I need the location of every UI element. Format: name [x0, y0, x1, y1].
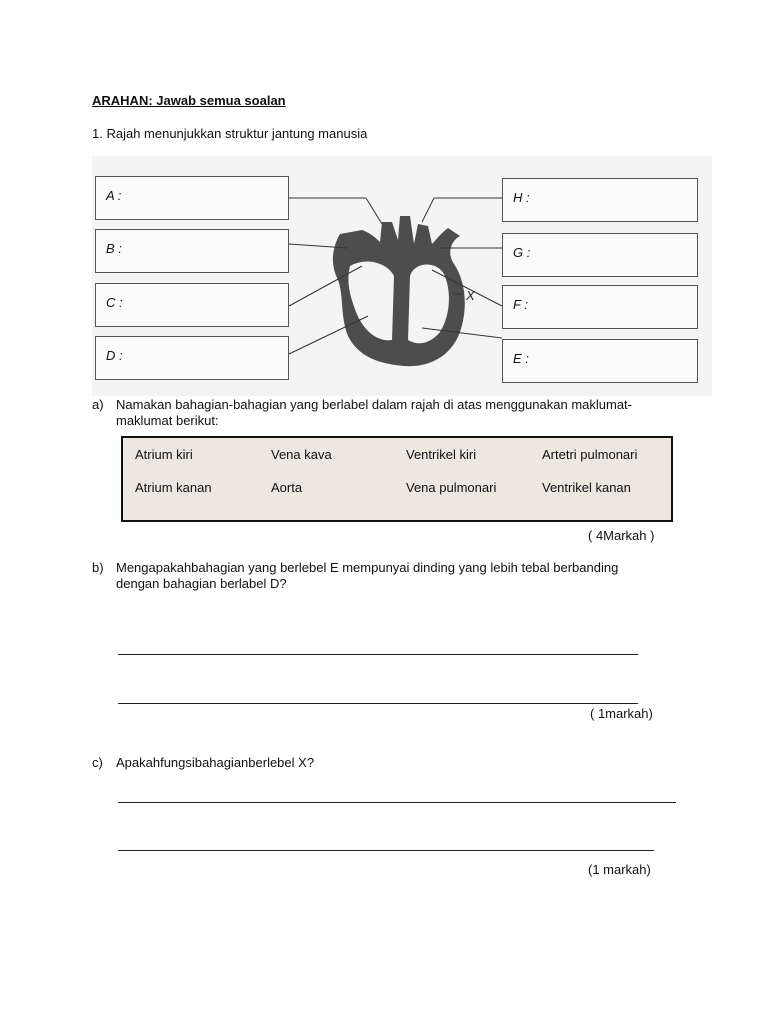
marks-b: ( 1markah) — [590, 706, 653, 721]
label-e: E : — [513, 351, 529, 366]
page-title: ARAHAN: Jawab semua soalan — [92, 93, 286, 108]
answer-line-b2[interactable] — [118, 703, 638, 704]
heart-illustration — [92, 156, 712, 396]
question-b-text-line2: dengan bahagian berlabel D? — [116, 576, 287, 591]
question-b-text-line1: Mengapakahbahagian yang berlebel E mempunyai dinding yang lebih tebal berbanding — [116, 560, 619, 575]
question-1: 1. Rajah menunjukkan struktur jantung manusia — [92, 126, 368, 141]
label-a: A : — [106, 188, 122, 203]
answer-line-c2[interactable] — [118, 850, 654, 851]
answer-options-box — [121, 436, 673, 522]
option-ventrikel-kanan: Ventrikel kanan — [542, 480, 631, 495]
heart-diagram — [92, 156, 712, 396]
question-b-number: b) — [92, 560, 104, 575]
label-c: C : — [106, 295, 123, 310]
label-x: X — [466, 288, 475, 303]
label-h: H : — [513, 190, 530, 205]
question-c-text: Apakahfungsibahagianberlebel X? — [116, 755, 315, 770]
label-d: D : — [106, 348, 123, 363]
answer-line-b1[interactable] — [118, 654, 638, 655]
answer-line-c1[interactable] — [118, 802, 676, 803]
label-b: B : — [106, 241, 122, 256]
label-f: F : — [513, 297, 528, 312]
option-aorta: Aorta — [271, 480, 303, 495]
option-vena-kava: Vena kava — [271, 447, 332, 462]
question-a-text-line1: Namakan bahagian-bahagian yang berlabel dalam rajah di atas menggunakan maklumat- — [116, 397, 632, 412]
marks-c: (1 markah) — [588, 862, 651, 877]
question-c-number: c) — [92, 755, 103, 770]
label-g: G : — [513, 245, 531, 260]
option-ventrikel-kiri: Ventrikel kiri — [406, 447, 477, 462]
option-artetri-pulmonari: Artetri pulmonari — [542, 447, 638, 462]
question-a-number: a) — [92, 397, 104, 412]
option-vena-pulmonari: Vena pulmonari — [406, 480, 497, 495]
marks-a: ( 4Markah ) — [588, 528, 655, 543]
option-atrium-kanan: Atrium kanan — [135, 480, 212, 495]
question-a-text-line2: maklumat berikut: — [116, 413, 219, 428]
option-atrium-kiri: Atrium kiri — [135, 447, 193, 462]
